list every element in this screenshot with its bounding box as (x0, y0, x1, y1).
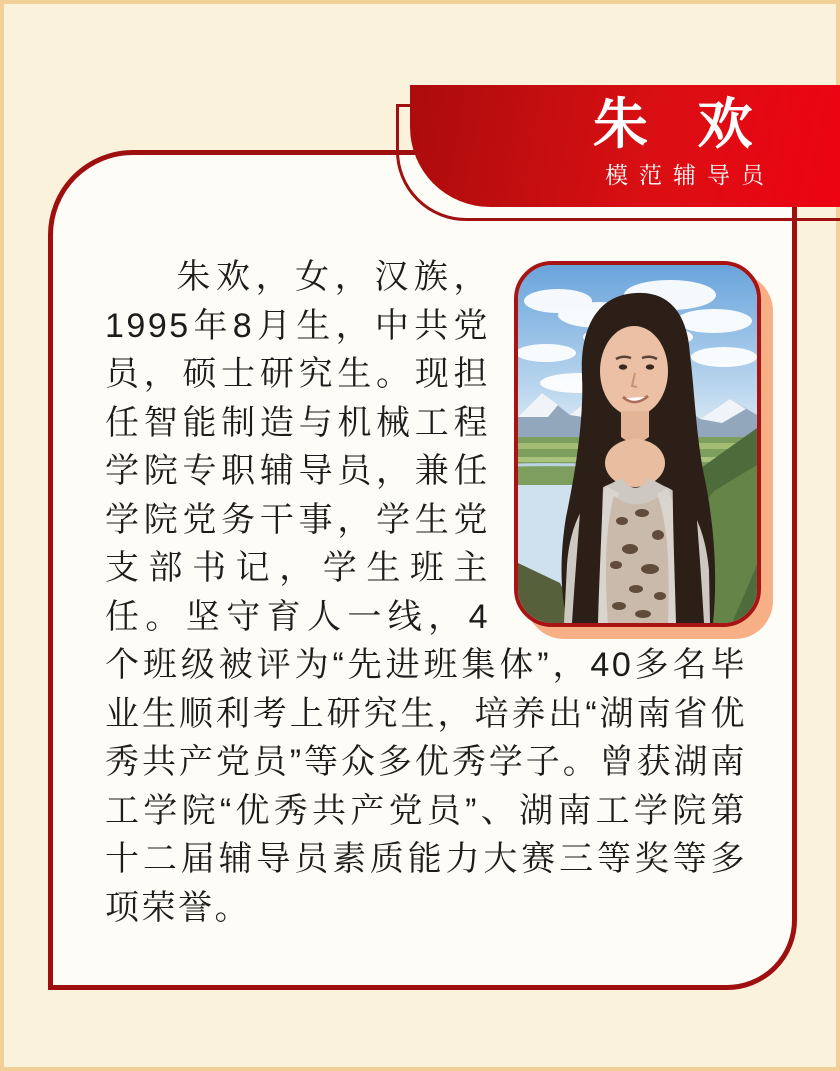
profile-card (48, 150, 797, 990)
portrait-illustration (518, 265, 757, 623)
bio-text: 朱欢，女，汉族，1995年8月生，中共党员，硕士研究生。现担任智能制造与机械工程学院专职辅导员，兼任学院党务干事，学生党支部书记，学生班主任。坚守育人一线，4个班级被评为“先进班集体”，40多名毕业生顺利考上研究生，培养出“湖南省优秀共产党员”等众多优秀学子。曾获湖南工学院“优秀共产党员”、湖南工学院第十二届辅导员素质能力大赛三等奖等多项荣誉。 (105, 258, 747, 927)
name-banner (410, 85, 840, 207)
person-subtitle: 模范辅导员 (605, 162, 775, 188)
portrait-photo (514, 261, 761, 627)
profile-card-body (53, 155, 792, 985)
portrait-photo-frame (514, 261, 761, 627)
person-name: 朱欢 (592, 93, 802, 155)
